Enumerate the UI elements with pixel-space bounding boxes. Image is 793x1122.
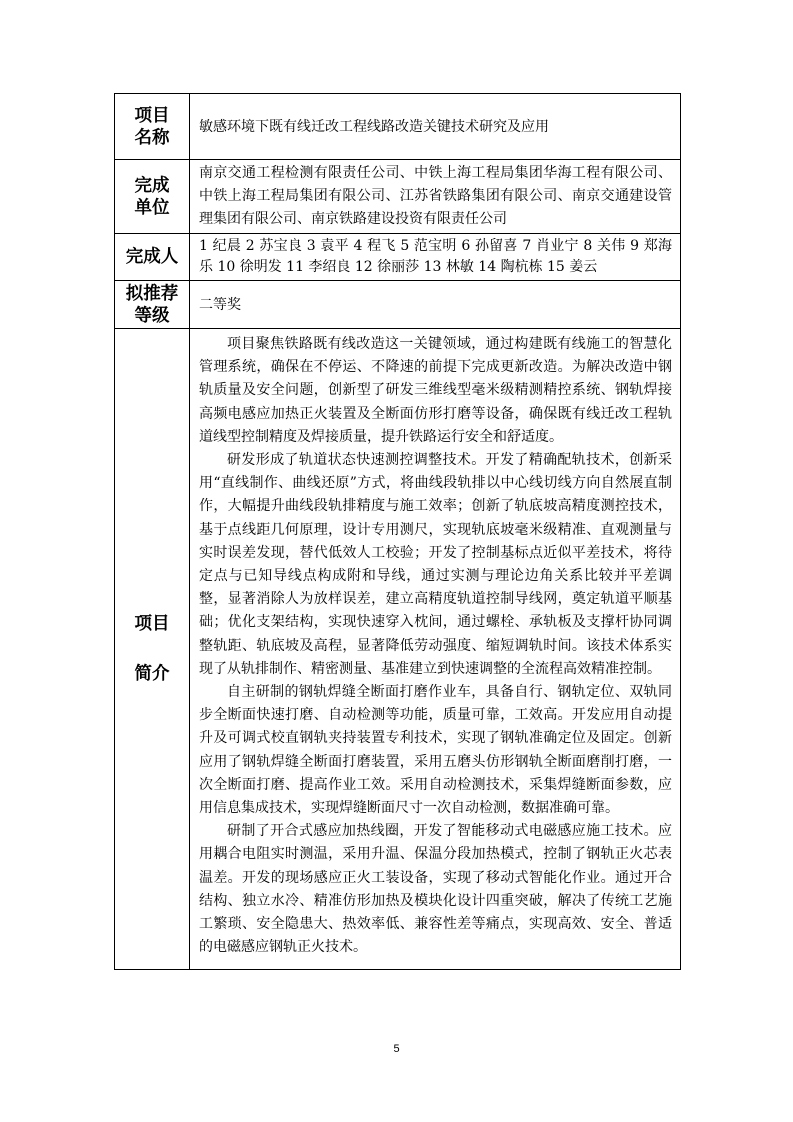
recommended-grade-label: 拟推荐 等级 bbox=[115, 281, 190, 329]
project-introduction-label: 项目 简介 bbox=[115, 329, 190, 970]
row-recommended-grade bbox=[115, 281, 681, 329]
row-contributors bbox=[115, 234, 681, 281]
intro-paragraph: 研制了开合式感应加热线圈，开发了智能移动式电磁感应施工技术。应用耦合电阻实时测温，采用升温、保温分段加热模式，控制了钢轨正火芯表温差。开发的现场感应正火工装设备，实现了移动式智能化作业。通过开合结构、独立水冷、精准仿形加热及模块化设计四重突破，解决了传统工艺施工繁琐、安全隐患大、热效率低、兼容性差等痛点，实现高效、安全、普适的电磁感应钢轨正火技术。 bbox=[199, 823, 672, 956]
completing-units-value: 南京交通工程检测有限责任公司、中铁上海工程局集团华海工程有限公司、中铁上海工程局集团有限公司、江苏省铁路集团有限公司、南京交通建设管理集团有限公司、南京铁路建设投资有限责任公司 bbox=[190, 160, 681, 234]
row-completing-units bbox=[115, 160, 681, 234]
recommended-grade-value: 二等奖 bbox=[190, 281, 681, 329]
intro-paragraph: 自主研制的钢轨焊缝全断面打磨作业车，具备自行、钢轨定位、双轨同步全断面快速打磨、自动检测等功能，质量可靠，工效高。开发应用自动提升及可调式校直钢轨夹持装置专利技术，实现了钢轨准确定位及固定。创新应用了钢轨焊缝全断面打磨装置，采用五磨头仿形钢轨全断面磨削打磨，一次全断面打磨、提高作业工效。采用自动检测技术，采集焊缝断面参数，应用信息集成技术，实现焊缝断面尺寸一次自动检测，数据准确可靠。 bbox=[199, 684, 672, 817]
intro-paragraph: 项目聚焦铁路既有线改造这一关键领域，通过构建既有线施工的智慧化管理系统，确保在不停运、不降速的前提下完成更新改造。为解决改造中钢轨质量及安全问题，创新型了研发三维线型毫米级精测精控系统、钢轨焊接高频电感应加热正火装置及全断面仿形打磨等设备，确保既有线迁改工程轨道线型控制精度及焊接质量，提升铁路运行安全和舒适度。 bbox=[199, 336, 672, 445]
contributors-value: 1 纪晨 2 苏宝良 3 袁平 4 程飞 5 范宝明 6 孙留喜 7 肖业宁 8 关伟 9 郑海乐 10 徐明发 11 李绍良 12 徐丽莎 13 林敏 14 陶杭栋 15 姜云 bbox=[190, 234, 681, 281]
completing-units-label: 完成 单位 bbox=[115, 160, 190, 234]
project-name-value: 敏感环境下既有线迁改工程线路改造关键技术研究及应用 bbox=[190, 94, 681, 160]
project-name-label: 项目 名称 bbox=[115, 94, 190, 160]
page-number: 5 bbox=[393, 1043, 400, 1055]
project-introduction-value bbox=[190, 329, 681, 970]
contributors-label: 完成人 bbox=[115, 234, 190, 281]
intro-paragraph: 研发形成了轨道状态快速测控调整技术。开发了精确配轨技术，创新采用“直线制作、曲线还原”方式，将曲线段轨排以中心线切线方向自然展直制作，大幅提升曲线段轨排精度与施工效率；创新了轨底坡高精度测控技术，基于点线距几何原理，设计专用测尺，实现轨底坡毫米级精准、直观测量与实时误差发现，替代低效人工校验；开发了控制基标点近似平差技术，将待定点与已知导线点构成附和导线，通过实测与理论边角关系比较并平差调整，显著消除人为放样误差，建立高精度轨道控制导线网，奠定轨道平顺基础；优化支架结构，实现快速穿入枕间，通过螺栓、承轨板及支撑杆协同调整轨距、轨底坡及高程，显著降低劳动强度、缩短调轨时间。该技术体系实现了从轨排制作、精密测量、基准建立到快速调整的全流程高效精准控制。 bbox=[199, 452, 672, 677]
project-info-table bbox=[114, 93, 681, 970]
row-project-name bbox=[115, 94, 681, 160]
row-project-introduction bbox=[115, 329, 681, 970]
